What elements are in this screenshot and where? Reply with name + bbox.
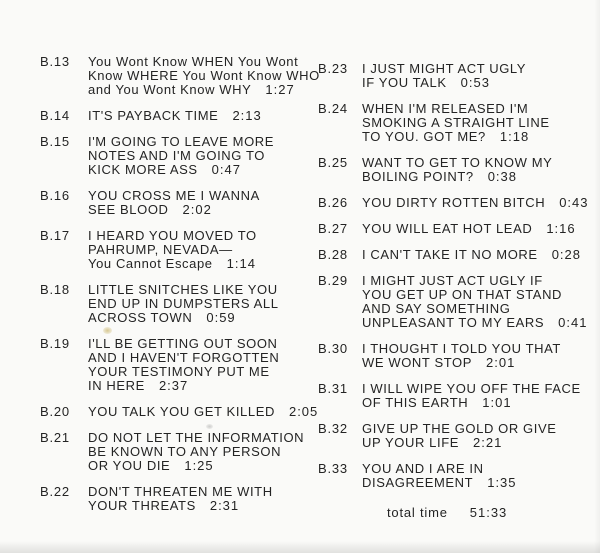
track-title-line (362, 436, 600, 450)
track-duration: 0:38 (487, 169, 518, 184)
track-title (88, 135, 318, 177)
track-entry (318, 462, 600, 490)
track-title (362, 222, 600, 236)
track-number: B.25 (318, 155, 348, 170)
track-title-line (88, 163, 318, 177)
track-title-text: DON'T THREATEN ME WITH (88, 484, 273, 499)
track-title (88, 405, 318, 419)
track-title-text: AND I HAVEN'T FORGOTTEN (88, 350, 280, 365)
track-title-text: I HEARD YOU MOVED TO (88, 228, 257, 243)
track-number: B.22 (40, 484, 70, 499)
track-title-text: NOTES AND I'M GOING TO (88, 148, 266, 163)
track-duration: 2:13 (232, 108, 262, 123)
track-title-text: UP YOUR LIFE (362, 435, 460, 450)
track-entry (318, 102, 600, 144)
track-entry (40, 337, 318, 393)
track-title-line (88, 379, 318, 393)
scan-smudge (206, 424, 213, 429)
track-title (362, 462, 600, 490)
track-title-line (88, 297, 318, 311)
track-duration: 2:02 (182, 202, 212, 217)
track-title-line (88, 135, 318, 149)
track-entry (40, 189, 318, 217)
track-entry (318, 196, 600, 210)
track-title (88, 55, 320, 97)
track-entry (318, 222, 600, 236)
track-title (362, 274, 600, 330)
track-duration: 1:25 (184, 458, 214, 473)
track-title-text: YOU GET UP ON THAT STAND (362, 287, 563, 302)
track-title-line (362, 116, 600, 130)
tracklist-columns (40, 55, 600, 525)
track-title (88, 109, 318, 123)
track-title-text: DO NOT LET THE INFORMATION (88, 430, 305, 445)
track-title-line (362, 396, 600, 410)
track-title-line (88, 445, 318, 459)
track-title-text: Know WHERE You Wont Know WHO (88, 68, 320, 83)
track-entry (40, 229, 318, 271)
track-title-line (88, 431, 318, 445)
track-title-line (88, 405, 318, 419)
track-title-text: I CAN'T TAKE IT NO MORE (362, 247, 538, 262)
track-number: B.30 (318, 341, 348, 356)
track-title-text: YOUR THREATS (88, 498, 196, 513)
track-duration: 1:18 (499, 129, 530, 144)
track-duration: 1:35 (487, 475, 517, 490)
track-number: B.32 (318, 421, 348, 436)
track-duration: 0:53 (460, 75, 490, 90)
track-duration: 1:27 (265, 82, 295, 97)
track-title-line (362, 274, 600, 288)
track-title-line (362, 382, 600, 396)
track-entry (40, 431, 318, 473)
track-entry (40, 55, 318, 97)
track-duration: 0:28 (551, 247, 581, 262)
track-title (362, 102, 600, 144)
track-title-line (362, 302, 600, 316)
track-title (362, 62, 600, 90)
scan-smudge (103, 327, 112, 334)
track-title-text: YOU AND I ARE IN (362, 461, 484, 476)
track-duration: 0:43 (559, 195, 589, 210)
track-title (362, 156, 600, 184)
track-title-text: YOU WILL EAT HOT LEAD (362, 221, 533, 236)
track-title-text: and You Wont Know WHY (88, 82, 252, 97)
track-title-line (88, 229, 318, 243)
track-entry (40, 485, 318, 513)
track-number: B.17 (40, 228, 70, 243)
track-title-line (88, 189, 318, 203)
track-title-text: BE KNOWN TO ANY PERSON (88, 444, 282, 459)
track-entry (40, 135, 318, 177)
track-title-text: You Cannot Escape (88, 256, 213, 271)
track-title-line (88, 257, 318, 271)
track-number: B.21 (40, 430, 70, 445)
track-title (88, 189, 318, 217)
track-title-line (362, 248, 600, 262)
track-title-line (88, 499, 318, 513)
track-title-text: SMOKING A STRAIGHT LINE (362, 115, 550, 130)
track-title-line (88, 485, 318, 499)
track-title (88, 337, 318, 393)
track-title-line (88, 365, 318, 379)
track-title-line (362, 342, 600, 356)
track-title-text: WHEN I'M RELEASED I'M (362, 101, 529, 116)
track-number: B.15 (40, 134, 70, 149)
track-title-text: WE WONT STOP (362, 355, 473, 370)
track-title-text: WANT TO GET TO KNOW MY (362, 155, 553, 170)
track-entry (318, 62, 600, 90)
track-title-line (88, 203, 318, 217)
track-title (88, 283, 318, 325)
track-number: B.23 (318, 61, 348, 76)
track-title-line (88, 83, 320, 97)
track-entry (318, 422, 600, 450)
track-title-line (362, 476, 600, 490)
track-title-line (362, 62, 600, 76)
track-title-line (362, 102, 600, 116)
total-time-value: 51:33 (469, 505, 508, 520)
track-title (362, 342, 600, 370)
track-title-text: I THOUGHT I TOLD YOU THAT (362, 341, 561, 356)
track-title-text: YOU TALK YOU GET KILLED (88, 404, 275, 419)
track-title-line (362, 76, 600, 90)
track-title-line (362, 462, 600, 476)
track-number: B.24 (318, 101, 348, 116)
track-title-line (362, 316, 600, 330)
track-number: B.18 (40, 282, 70, 297)
track-title-line (88, 149, 318, 163)
track-title-text: I'LL BE GETTING OUT SOON (88, 336, 278, 351)
track-duration: 1:01 (482, 395, 512, 410)
track-title-text: IN HERE (88, 378, 145, 393)
track-title-text: I'M GOING TO LEAVE MORE (88, 134, 275, 149)
track-title-line (88, 109, 318, 123)
track-duration: 2:21 (473, 435, 503, 450)
track-entry (318, 156, 600, 184)
track-number: B.27 (318, 221, 348, 236)
track-title (362, 422, 600, 450)
total-time-row (318, 506, 600, 520)
track-column-right (318, 55, 600, 525)
track-entry (40, 283, 318, 325)
track-number: B.14 (40, 108, 70, 123)
track-title-line (362, 170, 600, 184)
track-duration: 1:16 (546, 221, 576, 236)
track-title-text: YOUR TESTIMONY PUT ME (88, 364, 270, 379)
track-entry (318, 274, 600, 330)
track-number: B.13 (40, 54, 70, 69)
track-title-text: YOU CROSS ME I WANNA (88, 188, 260, 203)
track-number: B.29 (318, 273, 348, 288)
track-title (88, 485, 318, 513)
track-title-line (88, 311, 318, 325)
track-title-text: UNPLEASANT TO MY EARS (362, 315, 545, 330)
track-entry (318, 248, 600, 262)
track-duration: 2:05 (288, 404, 319, 419)
track-title-line (362, 196, 600, 210)
track-title-text: KICK MORE ASS (88, 162, 198, 177)
track-title-line (362, 222, 600, 236)
track-title-text: AND SAY SOMETHING (362, 301, 511, 316)
track-title-text: GIVE UP THE GOLD OR GIVE (362, 421, 557, 436)
track-title-line (88, 351, 318, 365)
track-entry (40, 109, 318, 123)
track-title-text: BOILING POINT? (362, 169, 474, 184)
track-title-text: DISAGREEMENT (362, 475, 474, 490)
track-duration: 0:59 (206, 310, 236, 325)
track-duration: 2:37 (158, 378, 189, 393)
track-title-line (362, 130, 600, 144)
track-number: B.28 (318, 247, 348, 262)
track-title-line (88, 337, 318, 351)
track-title-text: OF THIS EARTH (362, 395, 469, 410)
track-title-text: I JUST MIGHT ACT UGLY (362, 61, 527, 76)
track-entry (40, 405, 318, 419)
track-title-line (88, 283, 318, 297)
track-title (362, 196, 600, 210)
track-title-line (88, 55, 320, 69)
track-title-text: OR YOU DIE (88, 458, 171, 473)
track-title (88, 229, 318, 271)
track-number: B.33 (318, 461, 348, 476)
track-column-left (40, 55, 318, 525)
track-duration: 2:01 (486, 355, 516, 370)
track-number: B.31 (318, 381, 348, 396)
track-title (88, 431, 318, 473)
track-number: B.26 (318, 195, 348, 210)
track-title-line (88, 69, 320, 83)
track-entry (318, 382, 600, 410)
track-title-text: IF YOU TALK (362, 75, 447, 90)
track-title-text: LITTLE SNITCHES LIKE YOU (88, 282, 278, 297)
track-title-text: END UP IN DUMPSTERS ALL (88, 296, 279, 311)
track-duration: 2:31 (209, 498, 240, 513)
track-title-line (362, 156, 600, 170)
track-title-line (362, 356, 600, 370)
track-title-text: I WILL WIPE YOU OFF THE FACE (362, 381, 581, 396)
track-duration: 0:41 (558, 315, 588, 330)
track-number: B.20 (40, 404, 70, 419)
track-title-line (88, 459, 318, 473)
track-title-text: TO YOU. GOT ME? (362, 129, 486, 144)
track-title-text: SEE BLOOD (88, 202, 169, 217)
track-title-text: You Wont Know WHEN You Wont (88, 54, 299, 69)
track-title-text: PAHRUMP, NEVADA— (88, 242, 233, 257)
track-title-line (362, 288, 600, 302)
track-title (362, 382, 600, 410)
track-duration: 0:47 (211, 162, 241, 177)
track-title-text: YOU DIRTY ROTTEN BITCH (362, 195, 546, 210)
track-title-text: ACROSS TOWN (88, 310, 193, 325)
total-time-label: total time (387, 505, 448, 520)
track-title-text: IT'S PAYBACK TIME (88, 108, 219, 123)
track-number: B.19 (40, 336, 70, 351)
track-title (362, 248, 600, 262)
track-number: B.16 (40, 188, 70, 203)
track-entry (318, 342, 600, 370)
track-duration: 1:14 (226, 256, 256, 271)
track-title-line (88, 243, 318, 257)
track-title-text: I MIGHT JUST ACT UGLY IF (362, 273, 543, 288)
track-title-line (362, 422, 600, 436)
